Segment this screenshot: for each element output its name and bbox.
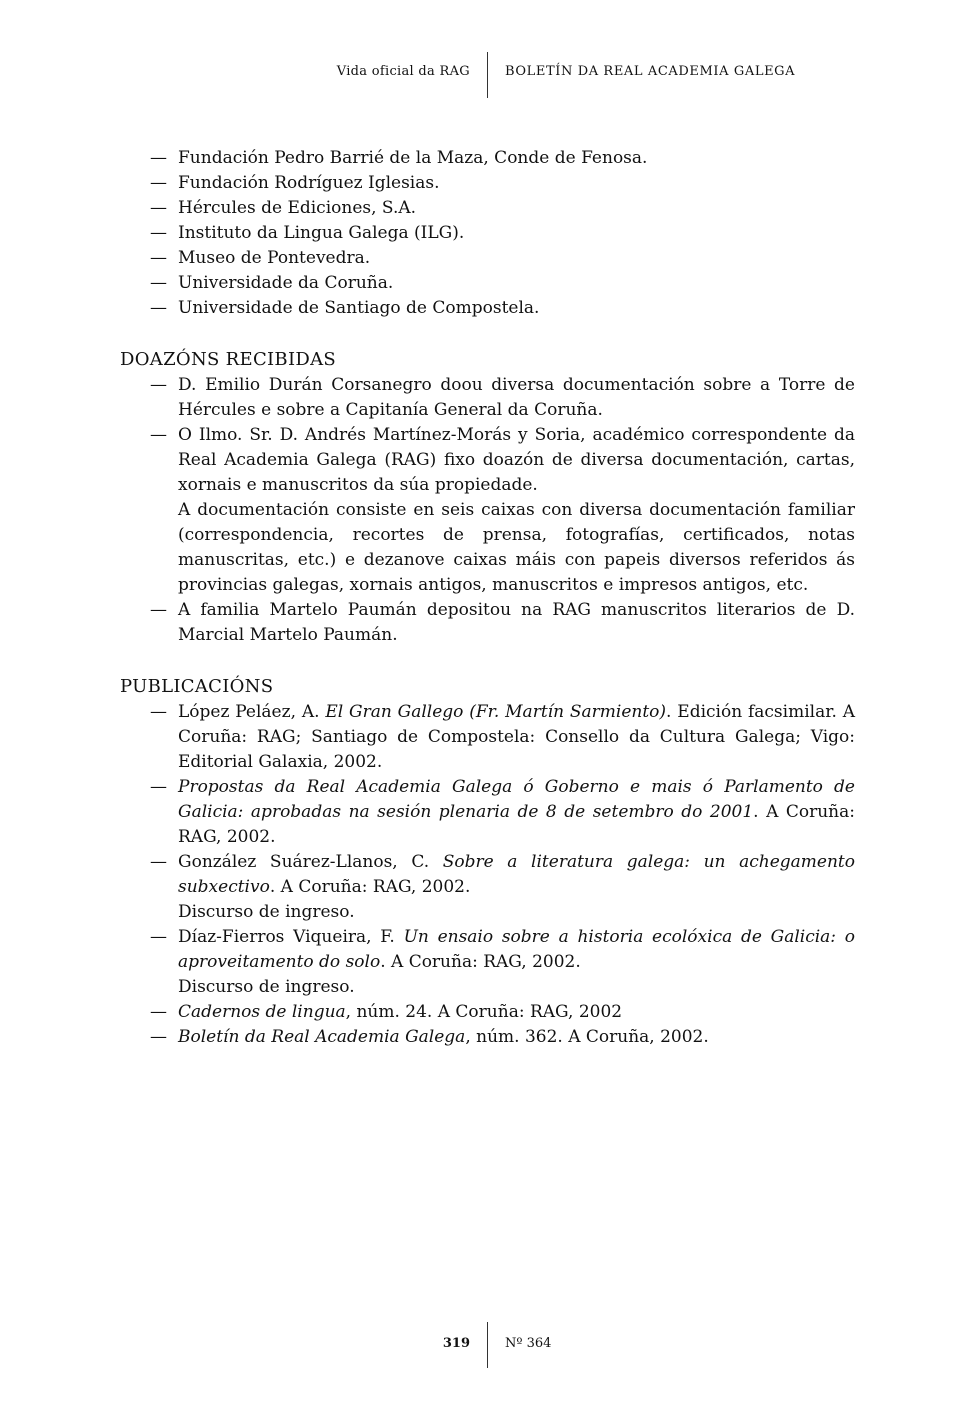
header-divider: [487, 52, 488, 98]
donations-section: [120, 347, 855, 648]
dash-marker: —: [150, 223, 167, 243]
page-body: [120, 146, 855, 1050]
dash-marker: —: [150, 702, 167, 722]
dash-marker: —: [150, 852, 167, 872]
dash-marker: —: [150, 1002, 167, 1022]
publication-title: Un ensaio sobre a historia ecolóxica de Galicia: o aproveitamento do solo: [178, 927, 855, 972]
dash-marker: —: [150, 425, 167, 445]
footer-divider: [487, 1322, 488, 1368]
header-journal-title: BOLETÍN DA REAL ACADEMIA GALEGA: [505, 64, 796, 79]
list-item: — Propostas da Real Academia Galega ó Goberno e mais ó Parlamento de Galicia: aprobadas na sesión plenaria de 8 de setembro do 2001. A Coruña: RAG, 2002.: [150, 777, 855, 847]
dash-marker: —: [150, 198, 167, 218]
dash-marker: —: [150, 600, 167, 620]
issue-number: Nº 364: [505, 1336, 552, 1351]
page-number: 319: [442, 1336, 470, 1351]
publication-title: Sobre a literatura galega: un achegamento subxectivo: [178, 852, 855, 897]
publication-title: Boletín da Real Academia Galega: [178, 1027, 466, 1047]
section-heading: PUBLICACIÓNS: [120, 676, 274, 697]
publication-title: El Gran Gallego (Fr. Martín Sarmiento): [325, 702, 667, 722]
list-item: — Fundación Rodríguez Iglesias.: [120, 171, 855, 196]
publication-title: Propostas da Real Academia Galega ó Goberno e mais ó Parlamento de Galicia: aprobadas na sesión plenaria de 8 de setembro do 2001: [178, 777, 855, 822]
dash-marker: —: [150, 298, 167, 318]
list-item: — López Peláez, A. El Gran Gallego (Fr. Martín Sarmiento). Edición facsimilar. A Coruña: RAG; Santiago de Compostela: Consello da Cultura Galega; Vigo: Editorial Galaxia, 2002.: [150, 702, 855, 772]
institutions-list: [120, 146, 855, 321]
publication-title: Cadernos de lingua: [178, 1002, 346, 1022]
publication-note: Discurso de ingreso.: [178, 902, 355, 922]
list-item: — Universidade de Santiago de Compostela.: [120, 296, 855, 321]
list-item: — Instituto da Lingua Galega (ILG).: [120, 221, 855, 246]
list-item: — Hércules de Ediciones, S.A.: [120, 196, 855, 221]
header-section-title: Vida oficial da RAG: [336, 64, 470, 79]
dash-marker: —: [150, 148, 167, 168]
list-item: — D. Emilio Durán Corsanegro doou diversa documentación sobre a Torre de Hércules e sobre a Capitanía General da Coruña.: [150, 375, 855, 420]
publications-section: [120, 674, 855, 1050]
list-item: — Díaz-Fierros Viqueira, F. Un ensaio sobre a historia ecolóxica de Galicia: o aproveitamento do solo. A Coruña: RAG, 2002. Discurso de ingreso.: [120, 925, 855, 1000]
dash-marker: —: [150, 1027, 167, 1047]
list-item: — O Ilmo. Sr. D. Andrés Martínez-Morás y Soria, académico correspondente da Real Academia Galega (RAG) fixo doazón de diversa documentación, cartas, xornais e manuscritos da súa propiedade. A documentación consiste en seis caixas con diversa documentación familiar (correspondencia, recortes de prensa, fotografías, certificados, notas manuscritas, etc.) e dezanove caixas máis con papeis diversos referidos ás provincias galegas, xornais antigos, manuscritos e impresos antigos, etc.: [120, 423, 855, 598]
page-footer: [0, 1322, 975, 1370]
list-item: — Universidade da Coruña.: [120, 271, 855, 296]
dash-marker: —: [150, 173, 167, 193]
section-heading: DOAZÓNS RECIBIDAS: [120, 349, 337, 370]
donations-list: [120, 373, 855, 648]
dash-marker: —: [150, 777, 167, 797]
list-item: — Museo de Pontevedra.: [120, 246, 855, 271]
list-item: — Cadernos de lingua, núm. 24. A Coruña: RAG, 2002: [120, 1000, 855, 1025]
publication-note: Discurso de ingreso.: [178, 977, 355, 997]
list-item: — Fundación Pedro Barrié de la Maza, Conde de Fenosa.: [120, 146, 855, 171]
dash-marker: —: [150, 248, 167, 268]
publications-list: [120, 700, 855, 1050]
dash-marker: —: [150, 273, 167, 293]
dash-marker: —: [150, 927, 167, 947]
list-item-continuation: A documentación consiste en seis caixas con diversa documentación familiar (correspondencia, recortes de prensa, fotografías, certificados, notas manuscritas, etc.) e dezanove caixas máis con papeis diversos referidos ás provincias galegas, xornais antigos, manuscritos e impresos antigos, etc.: [178, 500, 855, 595]
list-item: — A familia Martelo Paumán depositou na RAG manuscritos literarios de D. Marcial Martelo Paumán.: [150, 600, 855, 645]
dash-marker: —: [150, 375, 167, 395]
list-item: — Boletín da Real Academia Galega, núm. 362. A Coruña, 2002.: [120, 1025, 855, 1050]
list-item: — González Suárez-Llanos, C. Sobre a literatura galega: un achegamento subxectivo. A Coruña: RAG, 2002. Discurso de ingreso.: [120, 850, 855, 925]
running-header: [0, 52, 975, 100]
